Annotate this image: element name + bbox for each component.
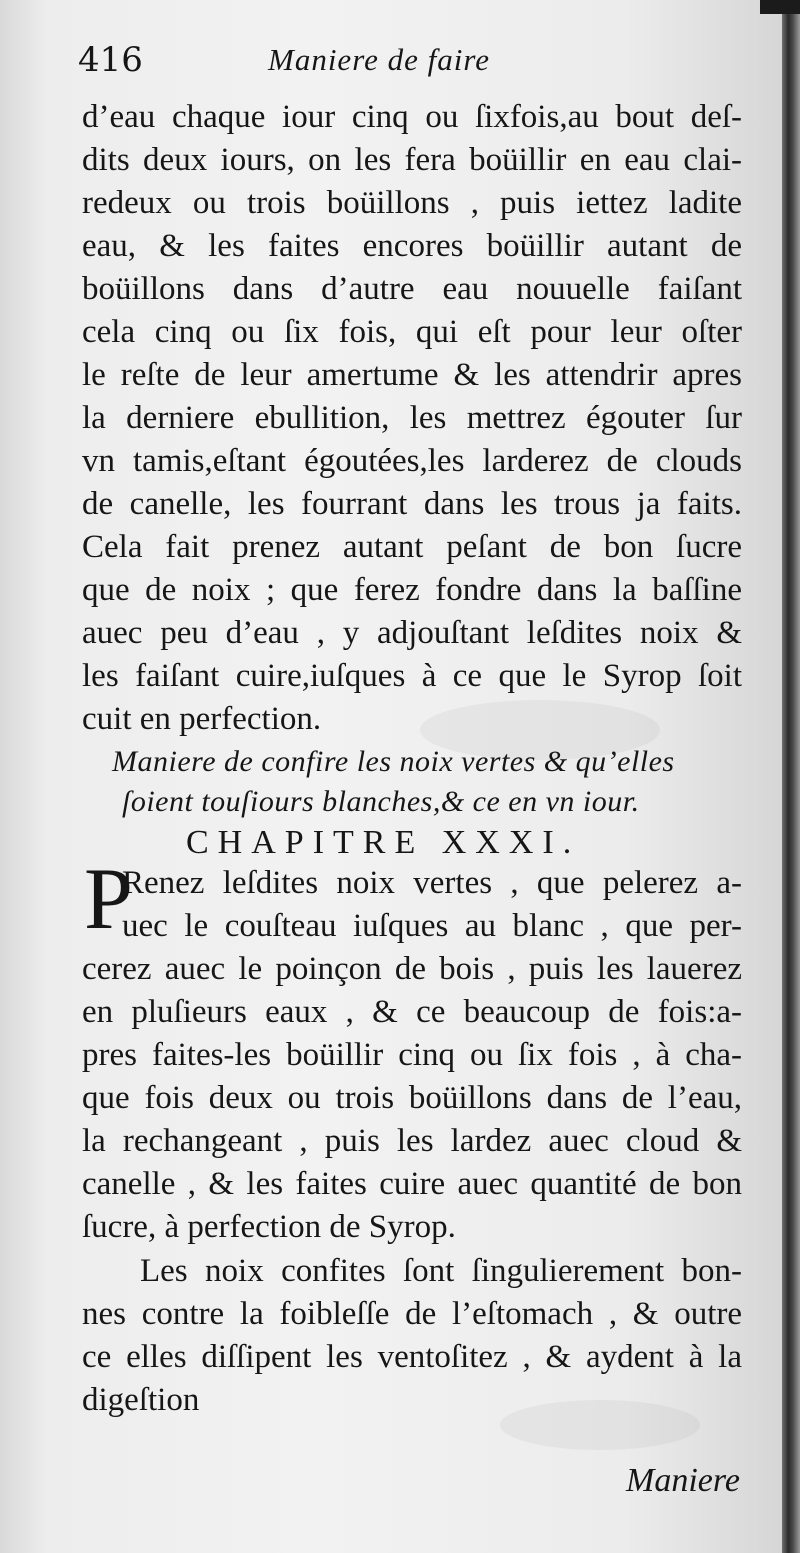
paragraph-recipe xyxy=(82,862,742,1249)
text-line: la rechangeant , puis les lardez auec cloud & xyxy=(82,1123,742,1159)
text-line: la derniere ebullition, les mettrez égouter ſur xyxy=(82,400,742,436)
text-line: uec le couſteau iuſques au blanc , que per- xyxy=(122,908,742,944)
text-line: que fois deux ou trois boüillons dans de l’eau, xyxy=(82,1080,742,1116)
section-heading-line: Maniere de confire les noix vertes & qu’elles xyxy=(112,745,675,778)
text-line: de canelle, les fourrant dans les trous ja faits. xyxy=(82,486,742,522)
text-line: ſucre, à perfection de Syrop. xyxy=(82,1209,456,1245)
text-line: boüillons dans d’autre eau nouuelle faiſant xyxy=(82,271,742,307)
page-number: 416 xyxy=(78,40,143,80)
page-header xyxy=(78,40,678,90)
text-line: Renez leſdites noix vertes , que pelerez a- xyxy=(122,865,742,901)
text-line: ce elles diſſipent les ventoſitez , & aydent à la xyxy=(82,1339,742,1375)
text-line: Cela fait prenez autant peſant de bon ſucre xyxy=(82,529,742,565)
running-title: Maniere de faire xyxy=(268,42,491,77)
text-line: que de noix ; que ferez fondre dans la baſſine xyxy=(82,572,742,608)
text-line: canelle , & les faites cuire auec quantité de bon xyxy=(82,1166,742,1202)
text-line: les faiſant cuire,iuſques à ce que le Syrop ſoit xyxy=(82,658,742,694)
text-line: en pluſieurs eaux , & ce beaucoup de fois:a- xyxy=(82,994,742,1030)
drop-cap: P xyxy=(84,851,133,948)
text-line: digeſtion xyxy=(82,1382,200,1418)
text-line: nes contre la foibleſſe de l’eſtomach , & outre xyxy=(82,1296,742,1332)
chapter-title: CHAPITRE XXXI. xyxy=(186,824,581,861)
book-gutter xyxy=(782,0,800,1553)
section-heading-line: ſoient touſiours blanches,& ce en vn iour. xyxy=(122,785,640,818)
page-corner-shadow xyxy=(760,0,800,14)
text-line: dits deux iours, on les fera boüillir en eau clai- xyxy=(82,142,742,178)
text-line: eau, & les faites encores boüillir autant de xyxy=(82,228,742,264)
text-line: d’eau chaque iour cinq ou ſixfois,au bout deſ- xyxy=(82,99,742,135)
text-line: cerez auec le poinçon de bois , puis les lauerez xyxy=(82,951,742,987)
text-line: cela cinq ou ſix fois, qui eſt pour leur oſter xyxy=(82,314,742,350)
text-line: pres faites-les boüillir cinq ou ſix fois , à cha- xyxy=(82,1037,742,1073)
paragraph-continued xyxy=(82,96,742,741)
text-line: cuit en perfection. xyxy=(82,701,322,737)
catchword: Maniere xyxy=(626,1462,740,1499)
section-heading xyxy=(112,742,752,822)
paragraph-benefits xyxy=(82,1250,742,1422)
text-line: auec peu d’eau , y adjouſtant leſdites noix & xyxy=(82,615,742,651)
text-line: le reſte de leur amertume & les attendrir apres xyxy=(82,357,742,393)
text-line: redeux ou trois boüillons , puis iettez ladite xyxy=(82,185,742,221)
text-line: Les noix confites ſont ſingulierement bon- xyxy=(140,1253,742,1289)
text-line: vn tamis,eſtant égoutées,les larderez de clouds xyxy=(82,443,742,479)
